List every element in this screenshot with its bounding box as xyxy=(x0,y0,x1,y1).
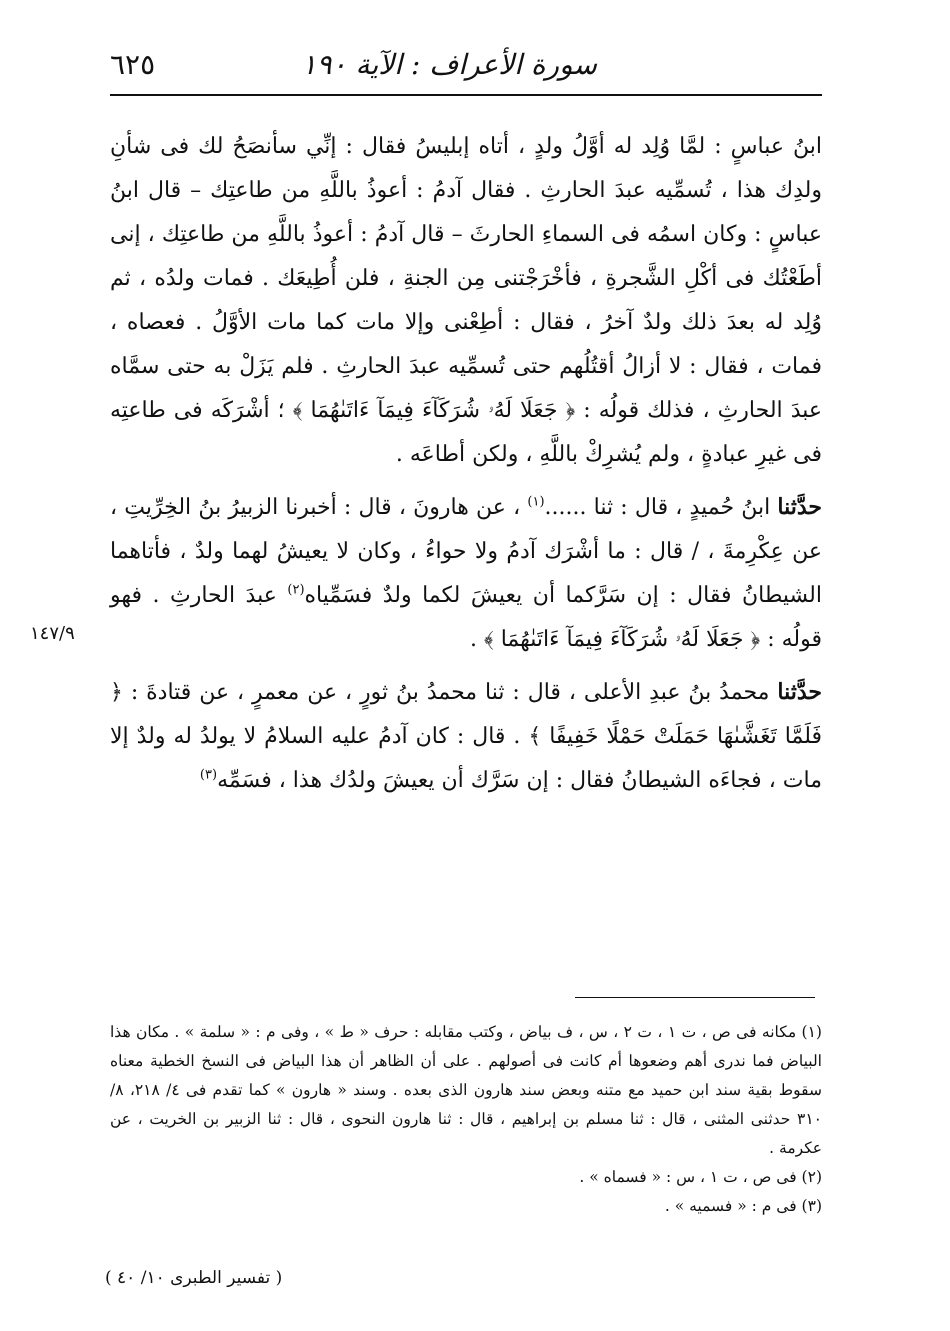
page-number: ٦٢٥ xyxy=(110,48,156,81)
running-head xyxy=(110,40,822,90)
paragraph-1 xyxy=(110,125,822,477)
paragraph-2-text-1: ابنُ حُميدٍ ، قال : ثنا ...... xyxy=(544,495,771,520)
footnote-marker-2: (٢) xyxy=(287,582,305,598)
surah-title: سورة الأعراف : الآية ١٩٠ xyxy=(301,48,597,81)
quran-quote: ﴿ جَعَلَا لَهُۥ شُرَكَآءَ فِيمَآ ءَاتَىٰهُمَا ﴾ xyxy=(292,398,576,423)
isnad-lead: حدَّثنا xyxy=(777,679,822,705)
footnote-3: (٣) فى م : « فسميه » . xyxy=(664,1197,822,1215)
footnotes xyxy=(110,1018,822,1221)
paragraph-2-text-2: ، عن هارونَ ، قال : أخبرنا الزبيرُ بنُ الخِرِّيتِ ، عن عِكْرِمةَ ، / قال : ما أشْرَك آدمُ ولا حواءُ ، وكان لا يعيشُ لهما ولدٌ ، فأتاهما الشيطانُ فقال : إن سَرَّكما أن يعيشَ لكما ولدٌ فسَمِّياه xyxy=(110,495,822,608)
paragraph-1-text-1: ابنُ عباسٍ : لمَّا وُلِد له أوَّلُ ولدٍ ، أتاه إبليسُ فقال : إنِّي سأنصَحُ لك فى شأنِ ولدِك هذا ، تُسمِّيه عبدَ الحارثِ . فقال آدمُ : أعوذُ باللَّهِ من طاعتِك – قال ابنُ عباسٍ : وكان اسمُه فى السماءِ الحارثَ – قال آدمُ : أعوذُ باللَّهِ من طاعتِك ، إنى أطَعْتُك فى أكْلِ الشَّجرةِ ، فأخْرَجْتنى مِن الجنةِ ، فلن أُطِيعَك . فمات ولدُه ، ثم وُلِد له بعدَ ذلك ولدٌ آخرُ ، فقال : أطِعْنى وإلا مات كما مات الأوَّلُ . فعصاه ، فمات ، فقال : لا أزالُ أقتُلُهم حتى تُسمِّيه عبدَ الحارثِ . فلم يَزَلْ به حتى سمَّاه عبدَ الحارثِ ، فذلك قولُه : xyxy=(110,134,823,423)
main-text xyxy=(110,125,822,803)
header-rule xyxy=(110,94,822,96)
quran-quote: ﴿ فَلَمَّا تَغَشَّىٰهَا حَمَلَتْ حَمْلًا خَفِيفًا ﴾ xyxy=(110,680,822,749)
margin-volume-page-note: ١٤٧/٩ xyxy=(30,623,75,644)
paragraph-3-text-1: محمدُ بنُ عبدِ الأعلى ، قال : ثنا محمدُ بنُ ثورٍ ، عن معمرٍ ، عن قتادةَ : xyxy=(130,680,770,705)
footnote-marker-1: (١) xyxy=(527,494,545,510)
footnote-1: (١) مكانه فى ص ، ت ١ ، ت ٢ ، س ، ف بياض ، وكتب مقابله : حرف « ط » ، وفى م : « سلمة » . مكان هذا البياض فما ندرى أهم وضعوها أم كانت فى أصولهم . على أن الظاهر أن هذا البياض فى النسخ الخطية معناه سقوط بقية سند ابن حميد مع متنه وبعض سند هارون الذى بعده . وسند « هارون » كما تقدم فى ٤/ ٢١٨، ٨/ ٣١٠ حدثنى المثنى ، قال : ثنا مسلم بن إبراهيم ، قال : ثنا هارون النحوى ، قال : ثنا الزبير بن الخريت ، عن عكرمة . xyxy=(110,1023,822,1157)
paragraph-2-text-4: . xyxy=(469,627,477,652)
paragraph-2 xyxy=(110,485,822,662)
isnad-lead: حدَّثنا xyxy=(777,494,823,520)
paragraph-3-text-2: . قال : كان آدمُ عليه السلامُ لا يولدُ له ولدٌ إلا مات ، فجاءَه الشيطانُ فقال : إن سَرَّك أن يعيشَ ولدُك هذا ، فسَمِّه xyxy=(110,724,822,793)
footnote-2: (٢) فى ص ، ت ١ ، س : « فسماه » . xyxy=(579,1168,822,1186)
footnote-marker-3: (٣) xyxy=(199,767,218,783)
paragraph-1-text-2: ؛ أشْرَكَه فى طاعتِه فى غيرِ عبادةٍ ، ولم يُشرِكْ باللَّهِ ، ولكن أطاعَه . xyxy=(110,398,822,467)
paragraph-2-text-3: عبدَ الحارثِ . فهو قولُه : xyxy=(110,583,822,652)
paragraph-3 xyxy=(110,670,822,803)
footnote-rule xyxy=(575,997,815,998)
footer-reference: ( تفسير الطبرى ١٠/ ٤٠ ) xyxy=(105,1268,283,1288)
quran-quote: ﴿ جَعَلَا لَهُۥ شُرَكَآءَ فِيمَآ ءَاتَىٰهُمَا ﴾ xyxy=(483,627,761,652)
